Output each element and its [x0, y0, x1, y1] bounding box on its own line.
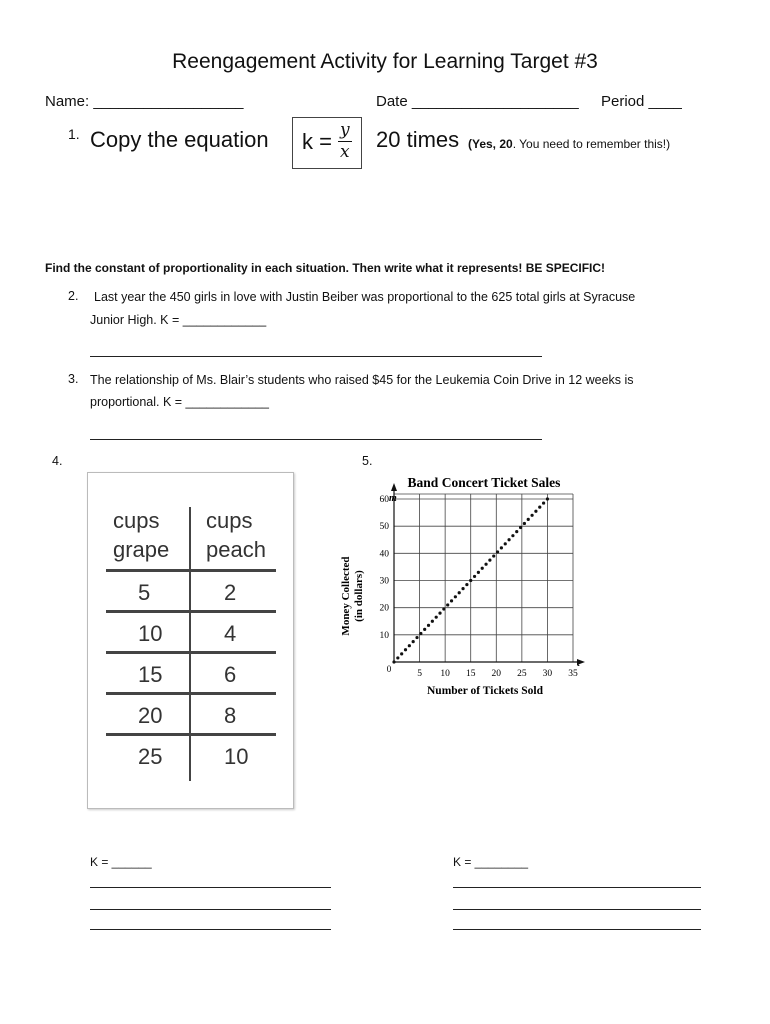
ratio-table	[87, 472, 294, 809]
chart-data-point	[527, 518, 530, 521]
chart-data-point	[488, 559, 491, 562]
chart-x-tick-label: 20	[491, 669, 502, 679]
chart-x-tick-label: 25	[517, 669, 527, 679]
question-4-number: 4.	[52, 454, 63, 468]
question-2-line-2[interactable]: Junior High. K = ____________	[90, 313, 267, 327]
equation-box	[292, 117, 362, 169]
chart-data-point	[431, 620, 434, 623]
chart-data-point	[454, 595, 457, 598]
chart-x-axis-arrow	[577, 659, 585, 665]
table-header-grape-line-2: grape	[113, 537, 170, 562]
chart-data-point	[435, 616, 438, 619]
chart-x-tick-label: 10	[440, 669, 450, 679]
chart-data-point	[542, 501, 545, 504]
question-1-note	[468, 137, 670, 151]
question-5-answer-line[interactable]	[453, 909, 701, 910]
equation-fraction	[338, 120, 352, 163]
question-2-line-1: Last year the 450 girls in love with Justin Beiber was proportional to the 625 total girls at Syracuse	[94, 290, 636, 304]
equation-denominator: x	[340, 142, 350, 162]
chart-data-point	[461, 587, 464, 590]
question-1-times: 20 times	[376, 127, 460, 152]
chart-data-point	[419, 632, 422, 635]
note-bold: (Yes, 20	[468, 137, 513, 151]
chart-data-point	[515, 530, 518, 533]
question-5-answer-line[interactable]	[453, 887, 701, 888]
table-rule	[106, 569, 276, 572]
chart-data-point	[412, 640, 415, 643]
chart-data-point	[530, 514, 533, 517]
chart-x-axis-label: Number of Tickets Sold	[427, 685, 543, 697]
question-2-answer-line[interactable]	[90, 356, 542, 357]
chart-y-tick-label: 30	[379, 576, 389, 587]
table-header-peach-line-1: cups	[206, 508, 253, 533]
chart-y-tick-label: 50	[379, 522, 389, 533]
table-cell: 2	[224, 580, 237, 605]
question-1-number: 1.	[68, 126, 80, 142]
chart-data-point	[408, 644, 411, 647]
table-header-peach-line-2: peach	[206, 537, 266, 562]
chart-data-point	[423, 628, 426, 631]
chart-data-point	[446, 603, 449, 606]
chart-data-point	[450, 599, 453, 602]
table-cell: 4	[224, 621, 237, 646]
table-cell: 8	[224, 703, 237, 728]
chart-data-point	[500, 546, 503, 549]
name-field[interactable]: Name: __________________	[45, 93, 244, 110]
chart-data-point	[538, 506, 541, 509]
question-5-number: 5.	[362, 454, 373, 468]
question-4-answer-line[interactable]	[90, 887, 331, 888]
chart-data-point	[492, 554, 495, 557]
chart-data-point	[504, 542, 507, 545]
chart-title: Band Concert Ticket Sales	[407, 475, 561, 490]
chart-data-point	[404, 648, 407, 651]
question-5-answer-line[interactable]	[453, 929, 701, 930]
chart-data-point	[458, 591, 461, 594]
table-cell: 25	[138, 744, 163, 769]
question-3-number: 3.	[68, 372, 79, 386]
table-cell: 20	[138, 703, 163, 728]
chart-y-tick-label: 20	[379, 603, 389, 614]
chart-y-tick-label: 60	[379, 495, 389, 505]
table-cell: 10	[224, 744, 249, 769]
chart-data-point	[396, 656, 399, 659]
chart-data-point	[442, 607, 445, 610]
chart-data-point	[477, 571, 480, 574]
chart-data-point	[465, 583, 468, 586]
question-2-number: 2.	[68, 289, 79, 303]
chart-y-axis-label-line-1: Money Collected	[340, 556, 352, 636]
instructions: Find the constant of proportionality in each situation. Then write what it represents! BE SPECIFIC!	[45, 261, 606, 275]
ticket-sales-chart	[330, 470, 600, 705]
question-1-text: Copy the equation	[90, 127, 269, 152]
chart-x-tick-label: 5	[417, 669, 422, 679]
chart-y-axis-label-line-2: (in dollars)	[353, 570, 365, 622]
chart-data-point	[511, 534, 514, 537]
question-3-line-1: The relationship of Ms. Blair’s students who raised $45 for the Leukemia Coin Drive in 12 weeks is	[90, 373, 634, 387]
note-rest: . You need to remember this!)	[512, 137, 671, 151]
chart-y-axis-arrow	[391, 483, 397, 491]
table-header-grape-line-1: cups	[113, 508, 160, 533]
chart-data-point	[546, 497, 549, 500]
question-4-answer-line[interactable]	[90, 909, 331, 910]
table-rule	[106, 610, 276, 613]
date-field[interactable]: Date ____________________	[376, 93, 579, 110]
page-title: Reengagement Activity for Learning Target #3	[172, 50, 598, 73]
equation-numerator: y	[340, 120, 350, 140]
chart-data-point	[469, 579, 472, 582]
table-cell: 6	[224, 662, 237, 687]
table-rule	[106, 733, 276, 736]
table-cell: 10	[138, 621, 163, 646]
table-cell: 15	[138, 662, 163, 687]
table-rule	[106, 692, 276, 695]
chart-x-tick-label: 15	[465, 669, 476, 679]
chart-data-point	[519, 526, 522, 529]
chart-data-point	[438, 612, 441, 615]
chart-data-point	[484, 563, 487, 566]
question-3-line-2[interactable]: proportional. K = ____________	[90, 395, 269, 409]
chart-data-point	[415, 636, 418, 639]
chart-x-tick-label: 30	[542, 669, 553, 679]
chart-origin-label: 0	[386, 664, 392, 674]
chart-data-point	[400, 652, 403, 655]
table-cell: 5	[138, 580, 151, 605]
chart-data-point	[392, 660, 395, 663]
period-field[interactable]: Period ____	[601, 93, 682, 110]
chart-data-point	[534, 510, 537, 513]
chart-data-point	[473, 575, 476, 578]
chart-y-tick-label: 40	[379, 549, 389, 560]
question-5-k-label[interactable]: K = ________	[453, 855, 529, 869]
chart-data-point	[481, 567, 484, 570]
question-3-answer-line[interactable]	[90, 439, 542, 440]
equation-k: k =	[302, 129, 332, 154]
chart-data-point	[427, 624, 430, 627]
chart-data-point	[523, 522, 526, 525]
table-rule	[106, 651, 276, 654]
chart-y-variable: m	[389, 493, 397, 504]
chart-data-point	[496, 550, 499, 553]
question-4-k-label[interactable]: K = ______	[90, 855, 152, 869]
question-4-answer-line[interactable]	[90, 929, 331, 930]
table-divider	[189, 507, 191, 781]
chart-y-tick-label: 10	[379, 630, 389, 641]
chart-x-tick-label: 35	[568, 669, 578, 679]
chart-data-point	[507, 538, 510, 541]
